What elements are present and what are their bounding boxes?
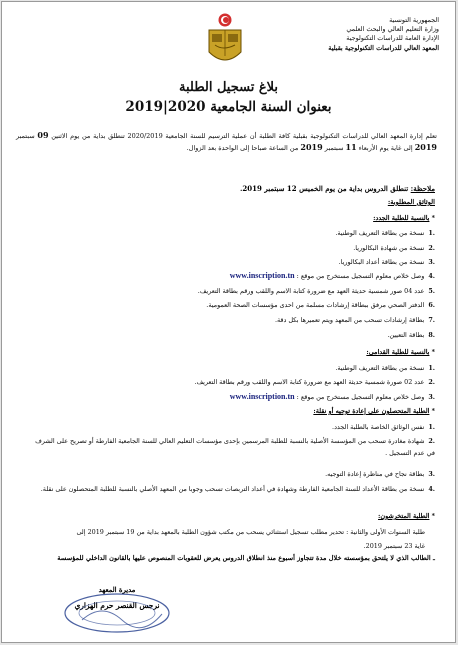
header-line: وزارة التعليم العالي والبحث العلمي (346, 25, 439, 34)
list-item: .4نسخة من بطاقة الأعداد للسنة الجامعية الفارطة وشهادة في أعداد التربصات تسحب وجوبا من المعهد الأصلي بالنسبة للطلبة المتحصلون على نقلة. (40, 485, 435, 493)
list-item: .1نسخة من بطاقة التعريف الوطنية. (335, 229, 435, 237)
intro-text: تعلم إدارة المعهد العالي للدراسات التكنولوجية بقبلية كافة الطلبة أن عملية الترسيم للسنة الجامعية 2020/2019 تنطلق بداية من يوم الاثنين (51, 132, 437, 140)
inscription-link[interactable]: www.inscription.tn (229, 271, 295, 280)
new-students-heading: * بالنسبة للطلبة الجدد: (373, 214, 435, 222)
reoriented-title: الطلبة المتحصلون على إعادة توجيه أو نقلة: (313, 407, 430, 415)
late-title: الطلبة المتخرشون: (378, 512, 430, 520)
list-item: غاية 23 سبتمبر 2019. (363, 542, 425, 550)
list-item: .2شهادة مغادرة تسحب من المؤسسة الأصلية بالنسبة للطلبة المرسمين بإحدى مؤسسات التعليم العالي للسنة الجامعية الفارطة أو تصريح على الشرف في عدم التسجيل . (35, 437, 435, 457)
list-item: .5عدد 04 صور شمسية حديثة العهد مع ضرورة كتابة الاسم واللقب ورقم بطاقة التعريف. (197, 287, 435, 295)
list-item: طلبة السنوات الأولى والثانية : تحدير مطلب تسجيل استثنائي يسحب من مكتب شؤون الطلبة بالمعهد بداية من 19 سبتمبر 2019 إلى (76, 528, 425, 536)
warning-text: ـ الطالب الذي لا يلتحق بمؤسسته خلال مدة تتجاوز أسبوع منذ انطلاق الدروس يعرض للعقوبات المنصوص عليها بالقانون الداخلي للمؤسسة (57, 554, 435, 562)
header-line: الجمهورية التونسية (389, 16, 439, 24)
old-students-heading: * بالنسبة للطلبة القدامى: (366, 348, 435, 356)
list-item: .1نسخة من بطاقة التعريف الوطنية. (335, 364, 435, 372)
start-day: 09 (37, 130, 49, 140)
new-students-title: بالنسبة للطلبة الجدد: (373, 214, 430, 222)
list-item: .3بطاقة نجاح في مناظرة إعادة التوجيه. (325, 470, 435, 478)
until-text: إلى غاية يوم الأربعاء (358, 144, 413, 152)
list-item: .2عدد 02 صورة شمسية حديثة العهد مع ضرورة كتابة الاسم واللقب ورقم بطاقة التعريف. (194, 378, 435, 386)
note-label: ملاحظة: (410, 184, 435, 193)
signature-name: نرجس القنصر حرم الهزاري (74, 601, 160, 610)
end-month: سبتمبر (324, 144, 344, 152)
notice-title: بلاغ تسجيل الطلبة (179, 80, 278, 95)
signature-title: مديرة المعهد (98, 586, 136, 594)
list-item: .8بطاقة التعيين. (387, 331, 435, 339)
list-item: .1نفس الوثائق الخاصة بالطلبة الجدد. (332, 423, 435, 431)
start-month: سبتمبر (16, 132, 35, 140)
old-students-title: بالنسبة للطلبة القدامى: (366, 348, 430, 356)
notice-subtitle: بعنوان السنة الجامعية 2020|2019 (125, 99, 332, 115)
list-item: .3وصل خلاص معلوم التسجيل مستخرج من موقع : www.inscription.tn (229, 392, 435, 401)
inscription-link[interactable]: www.inscription.tn (229, 392, 295, 401)
list-item: .6الدفتر الصحي مرفق ببطاقة إرشادات مسلمة من احدى مؤسسات الصحة العمومية. (206, 301, 435, 309)
end-day: 11 (345, 142, 357, 152)
hours-text: من الساعة صباحا إلى الواحدة بعد الزوال. (186, 144, 299, 152)
intro-paragraph (16, 130, 437, 154)
documents-heading: الوثائق المطلوبة: (387, 198, 435, 206)
list-item: .7بطاقة إرشادات تسحب من المعهد ويتم تعميرها بكل دقة. (274, 316, 435, 324)
note (240, 184, 435, 193)
list-item: .2نسخة من شهادة البكالوريا. (353, 244, 435, 252)
official-stamp-icon (62, 592, 172, 634)
reoriented-heading: * الطلبة المتحصلون على إعادة توجيه أو نقلة: (313, 407, 435, 415)
list-item: .3نسخة من بطاقة أعداد البكالوريا. (338, 258, 435, 266)
late-students-heading: * الطلبة المتخرشون: (378, 512, 435, 520)
end-year: 2019 (300, 142, 323, 152)
document-page (1, 1, 456, 643)
institution-header (269, 16, 439, 53)
tunisia-coat-of-arms-icon (203, 12, 247, 72)
header-line: الإدارة العامة للدراسات التكنولوجية (346, 34, 439, 43)
note-text: تنطلق الدروس بداية من يوم الخميس 12 سبتمبر 2019. (239, 184, 409, 193)
start-year: 2019 (414, 142, 437, 152)
list-item: .4وصل خلاص معلوم التسجيل مستخرج من موقع : www.inscription.tn (229, 271, 435, 280)
header-line: المعهد العالي للدراسات التكنولوجية بقبلية (328, 43, 439, 52)
